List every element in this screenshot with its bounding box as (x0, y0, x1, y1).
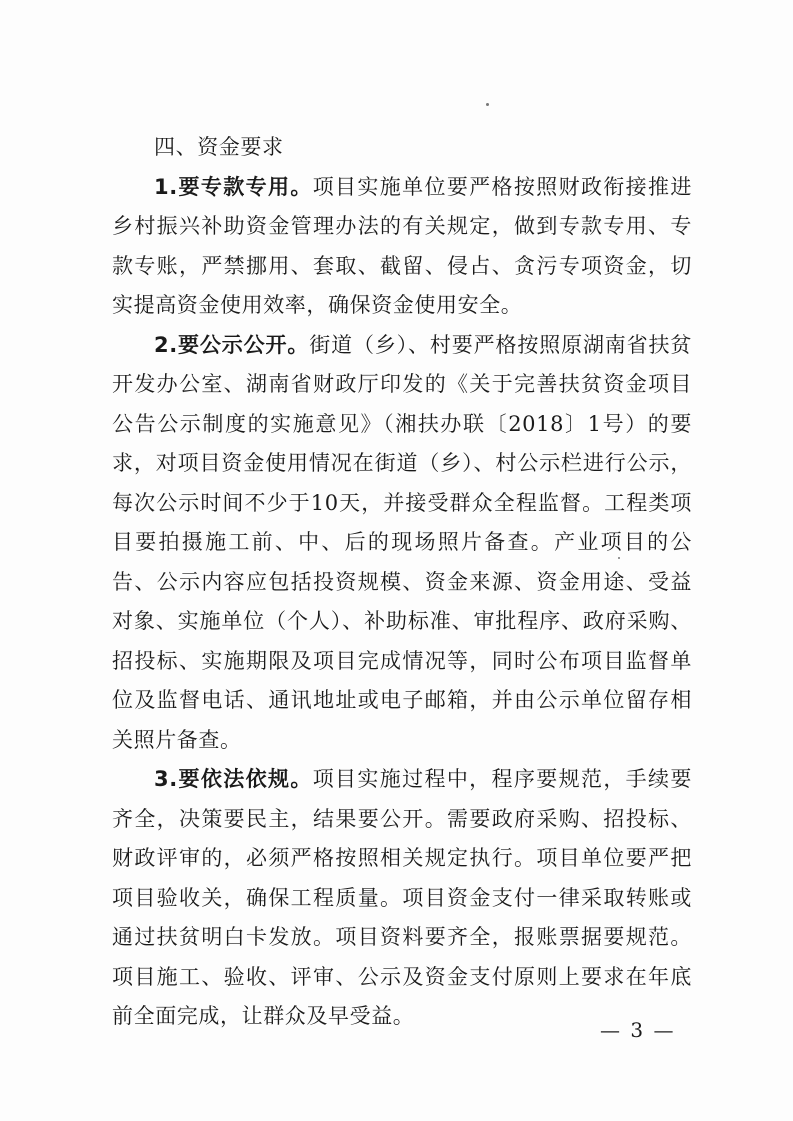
body-text (112, 128, 692, 1037)
paragraph-2 (112, 326, 692, 761)
paragraph-3-body: 项目实施过程中，程序要规范，手续要齐全，决策要民主，结果要公开。需要政府采购、招投标、财政评审的，必须严格按照相关规定执行。项目单位要严把项目验收关，确保工程质量。项目资金支付一律采取转账或通过扶贫明白卡发放。项目资料要齐全，报账票据要规范。项目施工、验收、评审、公示及资金支付原则上要求在年底前全面完成，让群众及早受益。 (112, 767, 692, 1028)
paragraph-3 (112, 760, 692, 1037)
paragraph-2-lead: 2.要公示公开。 (154, 332, 310, 357)
page-number: — 3 — (600, 1018, 676, 1042)
paragraph-2-body: 街道（乡）、村要严格按照原湖南省扶贫开发办公室、湖南省财政厅印发的《关于完善扶贫资金项目公告公示制度的实施意见》（湘扶办联〔2018〕1号）的要求，对项目资金使用情况在街道（乡）、村公示栏进行公示，每次公示时间不少于10天，并接受群众全程监督。工程类项目要拍摄施工前、中、后的现场照片备查。产业项目的公告、公示内容应包括投资规模、资金来源、资金用途、受益对象、实施单位（个人）、补助标准、审批程序、政府采购、招投标、实施期限及项目完成情况等，同时公布项目监督单位及监督电话、通讯地址或电子邮箱，并由公示单位留存相关照片备查。 (112, 332, 692, 752)
section-heading: 四、资金要求 (154, 135, 284, 159)
paragraph-1-lead: 1.要专款专用。 (154, 174, 313, 199)
paragraph-1-body: 项目实施单位要严格按照财政衔接推进乡村振兴补助资金管理办法的有关规定，做到专款专用、专款专账，严禁挪用、套取、截留、侵占、贪污专项资金，切实提高资金使用效率，确保资金使用安全。 (112, 174, 692, 317)
paragraph-3-lead: 3.要依法依规。 (154, 767, 313, 791)
paragraph-1 (112, 168, 692, 326)
scan-speck (486, 103, 489, 106)
